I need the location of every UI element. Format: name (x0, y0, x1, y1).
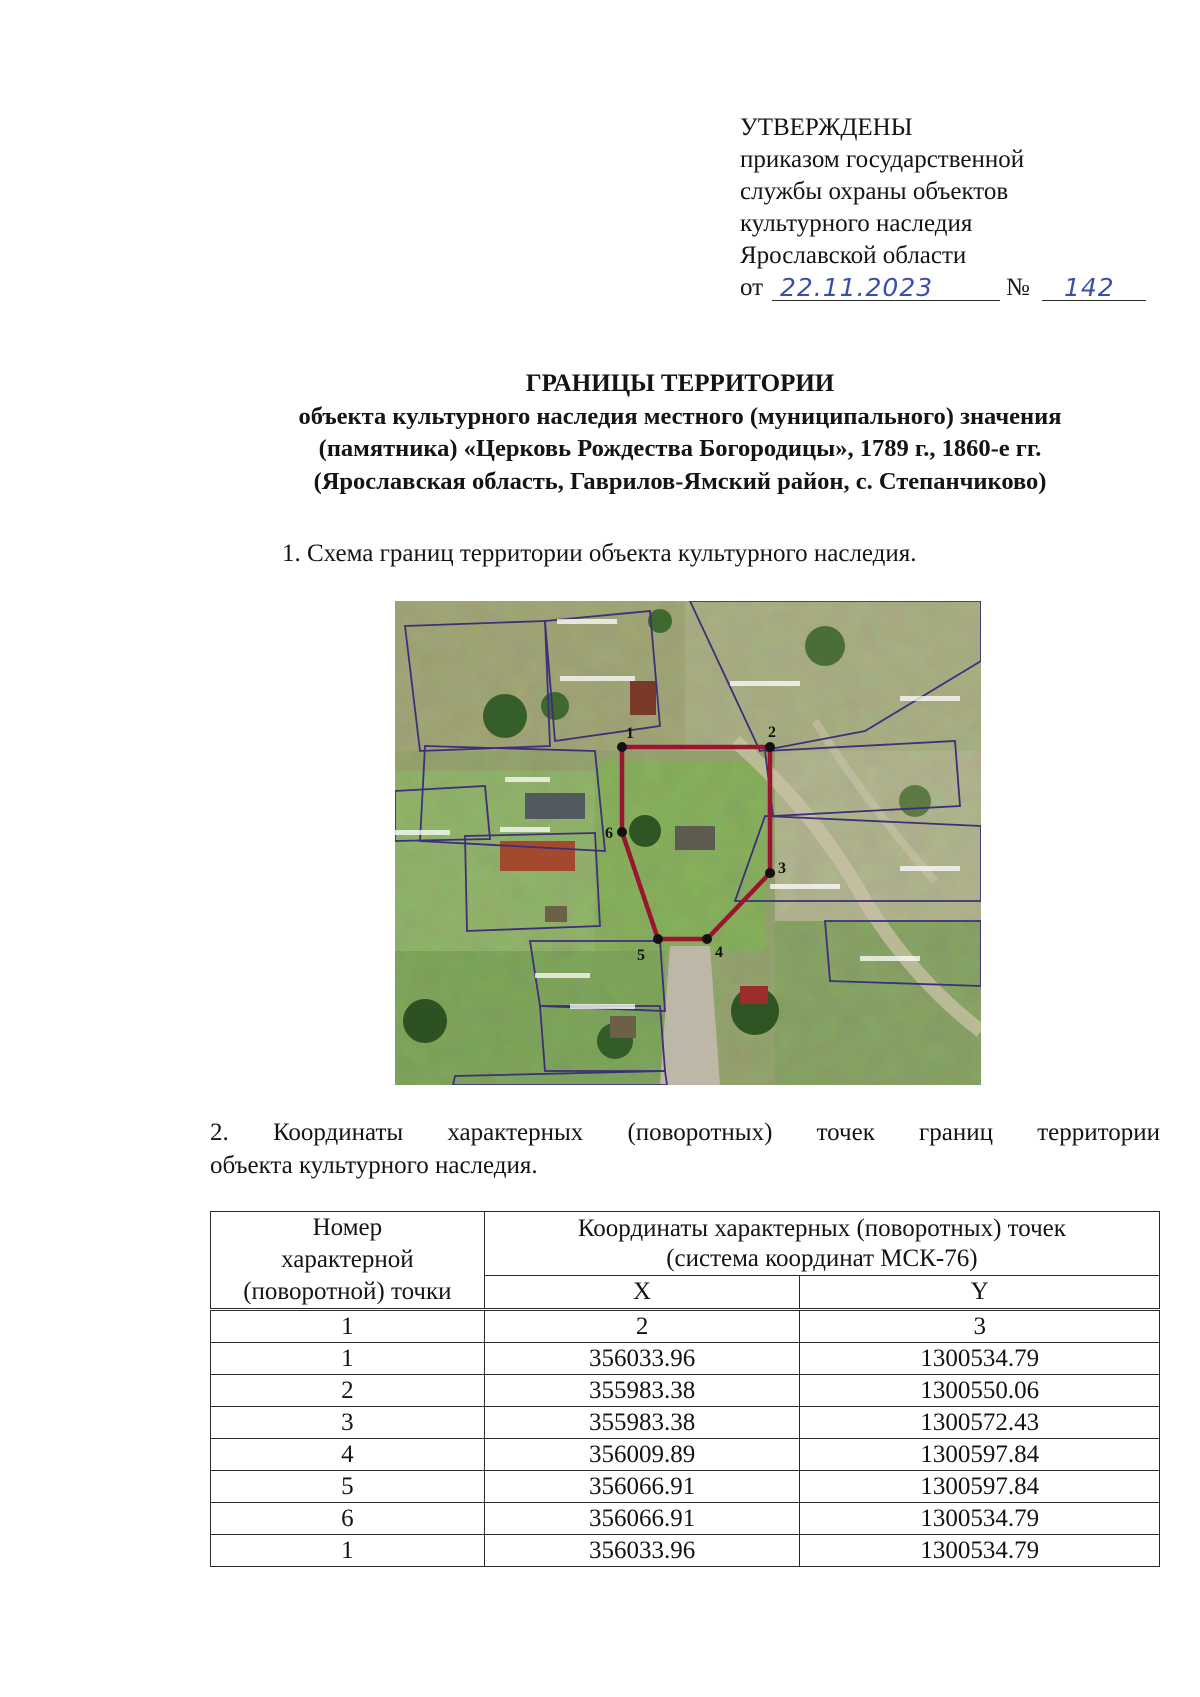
x-cell: 356033.96 (484, 1535, 800, 1567)
point-number-cell: 4 (211, 1439, 485, 1471)
boundary-vertex (765, 742, 775, 752)
roof-building (630, 681, 656, 715)
boundary-vertex (617, 827, 627, 837)
point-number-cell: 6 (211, 1503, 485, 1535)
handwritten-number: 142 (1064, 273, 1115, 302)
cadastral-label (500, 827, 550, 832)
tree (805, 626, 845, 666)
document-title (200, 368, 1160, 498)
point-label: 6 (605, 825, 613, 842)
date-field (772, 274, 1000, 301)
point-number-cell: 3 (211, 1407, 485, 1439)
point-number-cell: 5 (211, 1471, 485, 1503)
index-cell: 3 (800, 1310, 1160, 1343)
header-coordinates (484, 1212, 1159, 1276)
tree (483, 694, 527, 738)
roof-building (525, 793, 585, 819)
header-text: (поворотной) точки (243, 1278, 452, 1305)
roof-building (740, 986, 768, 1004)
x-cell: 356066.91 (484, 1471, 800, 1503)
index-cell: 1 (211, 1310, 485, 1343)
point-label: 5 (637, 947, 645, 964)
x-cell: 355983.38 (484, 1375, 800, 1407)
x-cell: 355983.38 (484, 1407, 800, 1439)
point-label: 1 (626, 725, 634, 742)
section-2-heading-cont: объекта культурного наследия. (210, 1152, 538, 1179)
number-label: № (1006, 274, 1030, 301)
table-row (211, 1439, 1160, 1471)
x-cell: 356066.91 (484, 1503, 800, 1535)
x-cell: 356009.89 (484, 1439, 800, 1471)
y-cell: 1300572.43 (800, 1407, 1160, 1439)
point-number-cell: 1 (211, 1343, 485, 1375)
index-cell: 2 (484, 1310, 800, 1343)
approval-line: службы охраны объектов (740, 178, 1009, 205)
header-point-number (211, 1212, 485, 1310)
point-label: 4 (715, 944, 723, 961)
point-number-cell: 1 (211, 1535, 485, 1567)
header-x: X (484, 1276, 800, 1310)
coordinates-table (210, 1211, 1160, 1567)
header-text: Координаты характерных (поворотных) точек (577, 1214, 1066, 1242)
table-index-row (211, 1310, 1160, 1343)
table-row (211, 1471, 1160, 1503)
boundary-vertex (765, 868, 775, 878)
cadastral-label (770, 884, 840, 889)
approval-heading: УТВЕРЖДЕНЫ (740, 114, 913, 141)
cadastral-label (557, 619, 617, 624)
point-label: 3 (778, 860, 786, 877)
approval-date-number-line (740, 272, 1115, 306)
section-2-heading: 2. Координаты характерных (поворотных) точек границ территории (210, 1119, 1160, 1146)
cadastral-label (535, 973, 590, 978)
cadastral-label (900, 866, 960, 871)
header-text: (система координат МСК-76) (666, 1244, 978, 1272)
tree (899, 785, 931, 817)
point-number-cell: 2 (211, 1375, 485, 1407)
y-cell: 1300597.84 (800, 1471, 1160, 1503)
title-line-2: (памятника) «Церковь Рождества Богородицы», 1789 г., 1860-е гг. (318, 435, 1042, 462)
tree (629, 815, 661, 847)
x-cell: 356033.96 (484, 1343, 800, 1375)
roof-building (610, 1016, 636, 1038)
approval-line: культурного наследия (740, 210, 973, 237)
cadastral-label (560, 676, 635, 681)
road-south (660, 946, 720, 1085)
cadastral-label (505, 777, 550, 782)
table-row (211, 1375, 1160, 1407)
header-text: характерной (281, 1246, 414, 1273)
header-y: Y (800, 1276, 1160, 1310)
tree (541, 692, 569, 720)
title-line-3: (Ярославская область, Гаврилов-Ямский район, с. Степанчиково) (313, 467, 1047, 495)
boundary-scheme-map (395, 601, 981, 1085)
cadastral-label (860, 956, 920, 961)
roof-building (675, 826, 715, 850)
boundary-vertex (617, 742, 627, 752)
cadastral-label (730, 681, 800, 686)
table-header-row (211, 1212, 1160, 1276)
cadastral-label (900, 696, 960, 701)
table-row (211, 1535, 1160, 1567)
y-cell: 1300597.84 (800, 1439, 1160, 1471)
table-row (211, 1343, 1160, 1375)
roof-building (545, 906, 567, 922)
title-line-1: объекта культурного наследия местного (муниципального) значения (298, 402, 1062, 430)
boundary-vertex (702, 934, 712, 944)
approval-block (740, 112, 1115, 306)
boundary-vertex (653, 934, 663, 944)
point-label: 2 (768, 724, 776, 741)
cadastral-label (395, 830, 450, 835)
table-row (211, 1407, 1160, 1439)
number-field (1042, 274, 1146, 301)
approval-line: приказом государственной (740, 146, 1025, 173)
cadastral-label (570, 1004, 635, 1009)
table-row (211, 1503, 1160, 1535)
approval-line: Ярославской области (740, 242, 967, 269)
section-1-heading: 1. Схема границ территории объекта культурного наследия. (282, 540, 917, 567)
tree (403, 999, 447, 1043)
y-cell: 1300534.79 (800, 1343, 1160, 1375)
title-main: ГРАНИЦЫ ТЕРРИТОРИИ (525, 370, 835, 397)
header-text: Номер (312, 1214, 383, 1241)
y-cell: 1300550.06 (800, 1375, 1160, 1407)
y-cell: 1300534.79 (800, 1535, 1160, 1567)
handwritten-date: 22.11.2023 (780, 273, 934, 302)
from-label: от (740, 274, 764, 301)
y-cell: 1300534.79 (800, 1503, 1160, 1535)
